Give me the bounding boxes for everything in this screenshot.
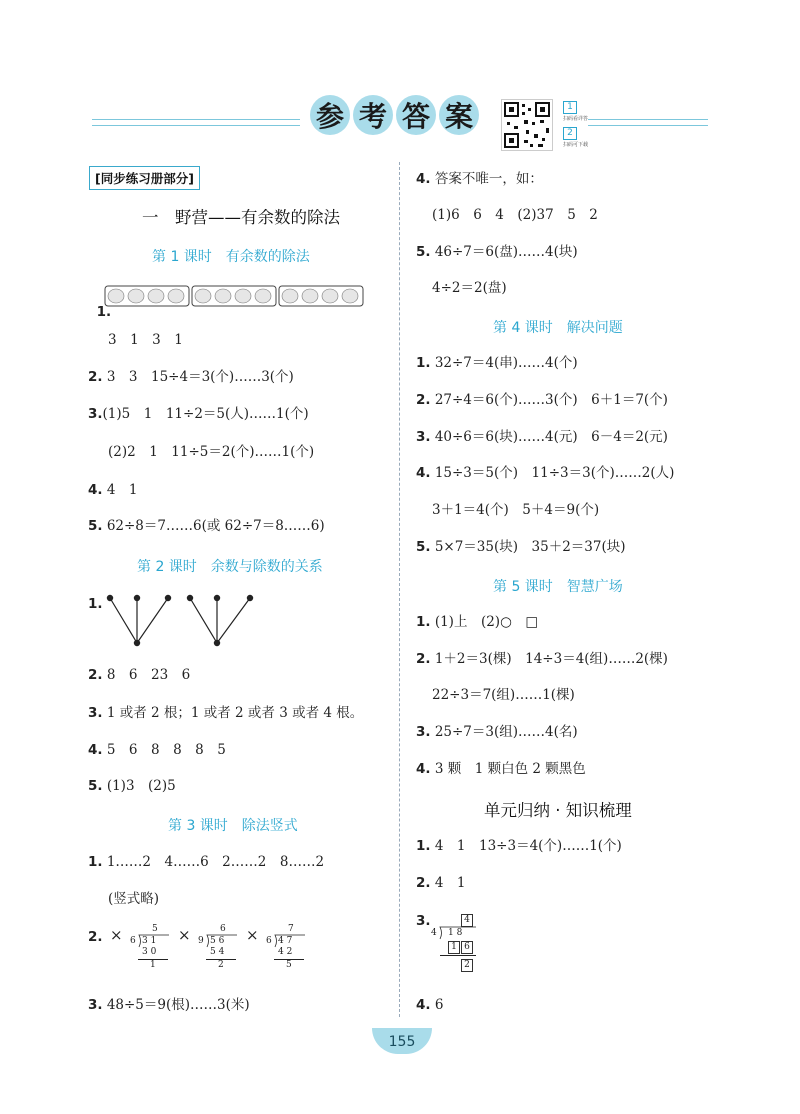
answer-line: [416, 538, 626, 556]
answer-text: 6: [430, 997, 444, 1013]
answer-text: 5×7＝35(块) 35＋2＝37(块): [430, 539, 626, 555]
answer-line: [88, 996, 250, 1014]
qr-tag-download[interactable]: [563, 127, 589, 148]
question-number: 5.: [88, 778, 103, 794]
title-char: 考: [353, 95, 393, 135]
answer-line: [88, 666, 190, 684]
question-number: 2.: [416, 651, 431, 667]
answer-line: [416, 723, 578, 741]
remainder: 5: [286, 960, 292, 970]
quotient: 6: [220, 924, 226, 934]
division-figure: [428, 914, 488, 976]
answer-text: 1 或者 2 根；1 或者 2 或者 3 或者 4 根。: [102, 705, 364, 721]
answer-text: 15÷3＝5(个) 11÷3＝3(个)……2(人): [430, 465, 675, 481]
question-number: 2.: [416, 392, 431, 408]
division-rule: [440, 955, 476, 956]
qr-tag-detail[interactable]: [563, 101, 589, 122]
answer-text: 答案不唯一，如：: [430, 171, 543, 187]
answer-text: 25÷7＝3(组)……4(名): [430, 724, 578, 740]
answer-line: 22÷3＝7(组)……1(棵): [432, 687, 575, 703]
answer-line: [88, 517, 325, 535]
remainder-box: 2: [461, 959, 473, 972]
lesson-title: 第 1 课时 有余数的除法: [152, 249, 310, 265]
question-number: 5.: [416, 244, 431, 260]
cross-mark: ×: [178, 926, 191, 944]
question-number: 1.: [96, 304, 112, 320]
question-number: 1.: [88, 854, 103, 870]
product-box: 6: [461, 941, 473, 954]
quotient-box: 4: [461, 914, 473, 927]
dividend: 5 6: [210, 936, 225, 946]
answer-text: 46÷7＝6(盘)……4(块): [430, 244, 578, 260]
question-number: 4.: [416, 465, 431, 481]
cross-mark: ×: [110, 926, 123, 944]
dividend: 1 8: [448, 928, 463, 938]
question-number: 4.: [88, 742, 103, 758]
answer-line: [88, 741, 226, 759]
answer-text: 8 6 23 6: [102, 667, 191, 683]
question-number: 3.: [416, 429, 431, 445]
remainder: 1: [150, 960, 156, 970]
dividend: 4 7: [278, 936, 293, 946]
answer-line: [416, 996, 443, 1014]
question-number: 1.: [88, 596, 103, 612]
question-number: 4.: [416, 171, 431, 187]
answer-line: [88, 777, 176, 795]
matching-lines-figure: [100, 592, 260, 648]
answer-line: (2)2 1 11÷5＝2(个)……1(个): [108, 444, 315, 460]
answer-text: 1＋2＝3(棵) 14÷3＝4(组)……2(棵): [430, 651, 668, 667]
answer-line: [88, 704, 363, 722]
answer-line: [416, 760, 586, 778]
answer-text: 48÷5＝9(根)……3(米): [102, 997, 250, 1013]
division-figure: [178, 924, 238, 980]
product: 3 0: [142, 947, 157, 957]
divisor: 9: [198, 936, 204, 946]
question-number: 5.: [416, 539, 431, 555]
answer-line: [88, 481, 138, 499]
question-number: 2.: [88, 929, 103, 945]
question-number: 3.: [416, 724, 431, 740]
answer-text: 5 6 8 8 8 5: [102, 742, 226, 758]
unit-title: 一 野营——有余数的除法: [142, 208, 340, 227]
unit-review-title: 单元归纳 · 知识梳理: [484, 801, 632, 820]
product: 5 4: [210, 947, 225, 957]
lesson-title: 第 5 课时 智慧广场: [493, 579, 623, 595]
header-rule-right-2: [588, 125, 708, 126]
answer-text: 4 1 13÷3＝4(个)……1(个): [430, 838, 622, 854]
qr-tag-number: 1: [563, 101, 577, 114]
product: 4 2: [278, 947, 293, 957]
division-figure: [110, 924, 170, 980]
title-char: 参: [310, 95, 350, 135]
divisor: 6: [130, 936, 136, 946]
qr-code-icon[interactable]: [501, 99, 553, 151]
divisor: 6: [266, 936, 272, 946]
answer-line: [416, 354, 578, 372]
column-divider: [399, 162, 400, 1017]
lesson-title: 第 2 课时 余数与除数的关系: [137, 559, 323, 575]
qr-tag-label: 扫码看详答: [563, 116, 589, 122]
answer-line: [416, 874, 466, 892]
lesson-title: 第 3 课时 除法竖式: [168, 818, 298, 834]
quotient: 7: [288, 924, 294, 934]
question-number: 2.: [88, 369, 103, 385]
answer-line: [88, 368, 294, 386]
question-number: 1.: [416, 355, 431, 371]
question-number: 3.: [88, 406, 103, 422]
answer-line: [88, 853, 324, 871]
answer-line: 3 1 3 1: [108, 332, 183, 348]
header-rule-left-2: [92, 125, 300, 126]
header-rule-left-1: [92, 119, 300, 120]
answer-line: [416, 650, 668, 668]
answer-text: 1……2 4……6 2……2 8……2: [102, 854, 325, 870]
division-figure: [246, 924, 306, 980]
divisor: 4: [431, 928, 437, 938]
section-label: [同步练习册部分]: [89, 166, 200, 190]
question-number: 3.: [88, 705, 103, 721]
question-number: 1.: [416, 838, 431, 854]
answer-line: [416, 837, 622, 855]
answer-text: (1)上 (2)○ □: [430, 614, 539, 630]
question-number: 4.: [416, 997, 431, 1013]
quotient: 5: [152, 924, 158, 934]
answer-text: 3 3 15÷4＝3(个)……3(个): [102, 369, 294, 385]
qr-tag-number: 2: [563, 127, 577, 140]
question-number: 4.: [416, 761, 431, 777]
qr-tag-label: 扫码可下载: [563, 142, 589, 148]
answer-text: 62÷8＝7……6(或 62÷7＝8……6): [102, 518, 325, 534]
answer-text: (1)5 1 11÷2＝5(人)……1(个): [102, 406, 309, 422]
page-title: [310, 95, 479, 135]
answer-line: 3＋1＝4(个) 5＋4＝9(个): [432, 502, 600, 518]
grouped-items-figure: [104, 285, 366, 307]
answer-text: 40÷6＝6(块)……4(元) 6－4＝2(元): [430, 429, 668, 445]
question-number: 4.: [88, 482, 103, 498]
remainder: 2: [218, 960, 224, 970]
title-char: 案: [439, 95, 479, 135]
answer-line: [416, 391, 668, 409]
answer-line: (1)6 6 4 (2)37 5 2: [432, 207, 598, 223]
product-box: 1: [448, 941, 460, 954]
answer-text: 32÷7＝4(串)……4(个): [430, 355, 578, 371]
answer-text: 27÷4＝6(个)……3(个) 6＋1＝7(个): [430, 392, 668, 408]
answer-line: [88, 405, 309, 423]
question-number: 2.: [88, 667, 103, 683]
answer-text: 4 1: [102, 482, 138, 498]
cross-mark: ×: [246, 926, 259, 944]
question-number: 1.: [416, 614, 431, 630]
answer-line: [416, 428, 668, 446]
dividend: 3 1: [142, 936, 157, 946]
question-number: 3.: [416, 913, 431, 929]
header-rule-right-1: [588, 119, 708, 120]
answer-line: [88, 928, 103, 946]
title-char: 答: [396, 95, 436, 135]
answer-text: 3 颗 1 颗白色 2 颗黑色: [430, 761, 586, 777]
answer-text: (1)3 (2)5: [102, 778, 176, 794]
lesson-title: 第 4 课时 解决问题: [493, 320, 623, 336]
page-number: 155: [372, 1028, 432, 1054]
question-number: 3.: [88, 997, 103, 1013]
answer-line: (竖式略): [108, 891, 160, 907]
answer-line: [416, 170, 543, 188]
answer-text: 4 1: [430, 875, 466, 891]
question-number: 5.: [88, 518, 103, 534]
answer-line: [416, 613, 538, 631]
answer-line: 4÷2＝2(盘): [432, 280, 507, 296]
question-number: 2.: [416, 875, 431, 891]
answer-line: [416, 464, 674, 482]
answer-line: [416, 243, 578, 261]
